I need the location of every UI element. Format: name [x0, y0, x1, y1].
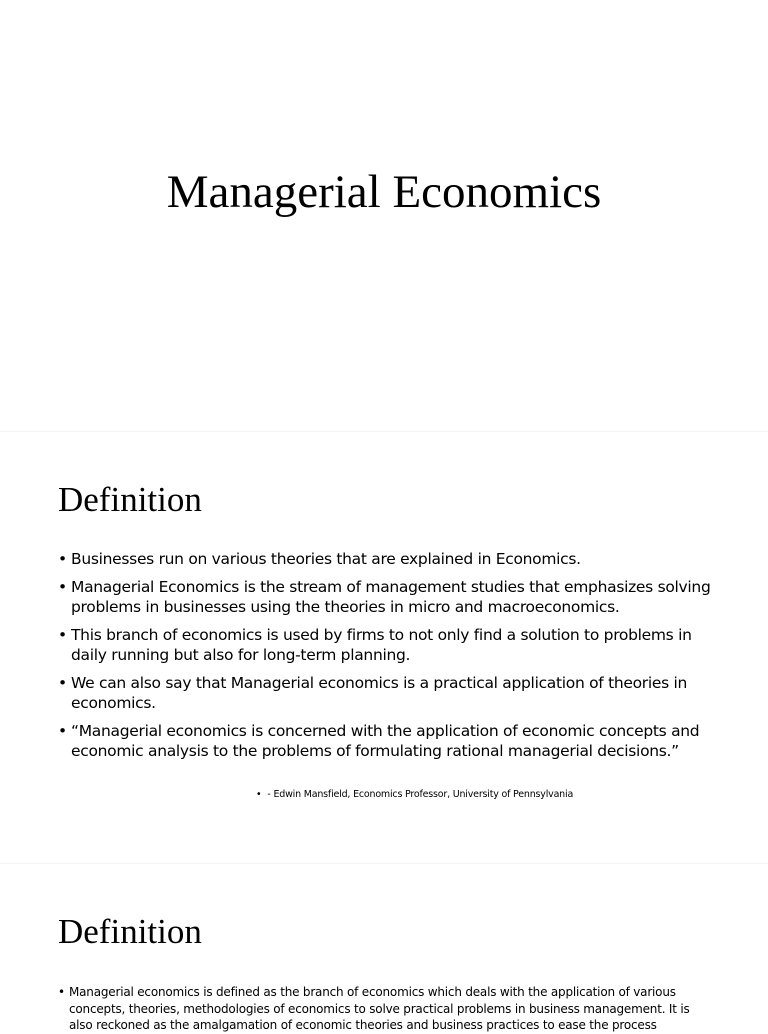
bullet-list: [58, 549, 718, 769]
bullet-item: • Businesses run on various theories that are explained in Economics.: [58, 549, 718, 569]
bullet-item: • Managerial economics is defined as the branch of economics which deals with the application of various concepts, theories, methodologies of economics to solve practical problems in business management. It is also reckoned as the amalgamation of economic theories and business practices to ease the process: [58, 984, 710, 1034]
slide-heading: Definition: [58, 480, 202, 519]
bullet-list: [58, 984, 710, 1034]
slide-heading: Definition: [58, 912, 202, 951]
attribution-text: - Edwin Mansfield, Economics Professor, University of Pennsylvania: [267, 789, 574, 800]
bullet-icon: •: [256, 789, 262, 800]
bullet-item: • This branch of economics is used by firms to not only find a solution to problems in daily running but also for long-term planning.: [58, 625, 718, 665]
bullet-item: • We can also say that Managerial economics is a practical application of theories in economics.: [58, 673, 718, 713]
bullet-item: • Managerial Economics is the stream of management studies that emphasizes solving problems in businesses using the theories in micro and macroeconomics.: [58, 577, 718, 617]
definition-slide-2: [0, 864, 768, 1032]
quote-attribution: [256, 789, 573, 801]
title-slide: [0, 0, 768, 432]
bullet-item: • “Managerial economics is concerned with the application of economic concepts and economic analysis to the problems of formulating rational managerial decisions.”: [58, 721, 718, 761]
definition-slide-1: [0, 432, 768, 864]
presentation-title: Managerial Economics: [166, 166, 602, 218]
